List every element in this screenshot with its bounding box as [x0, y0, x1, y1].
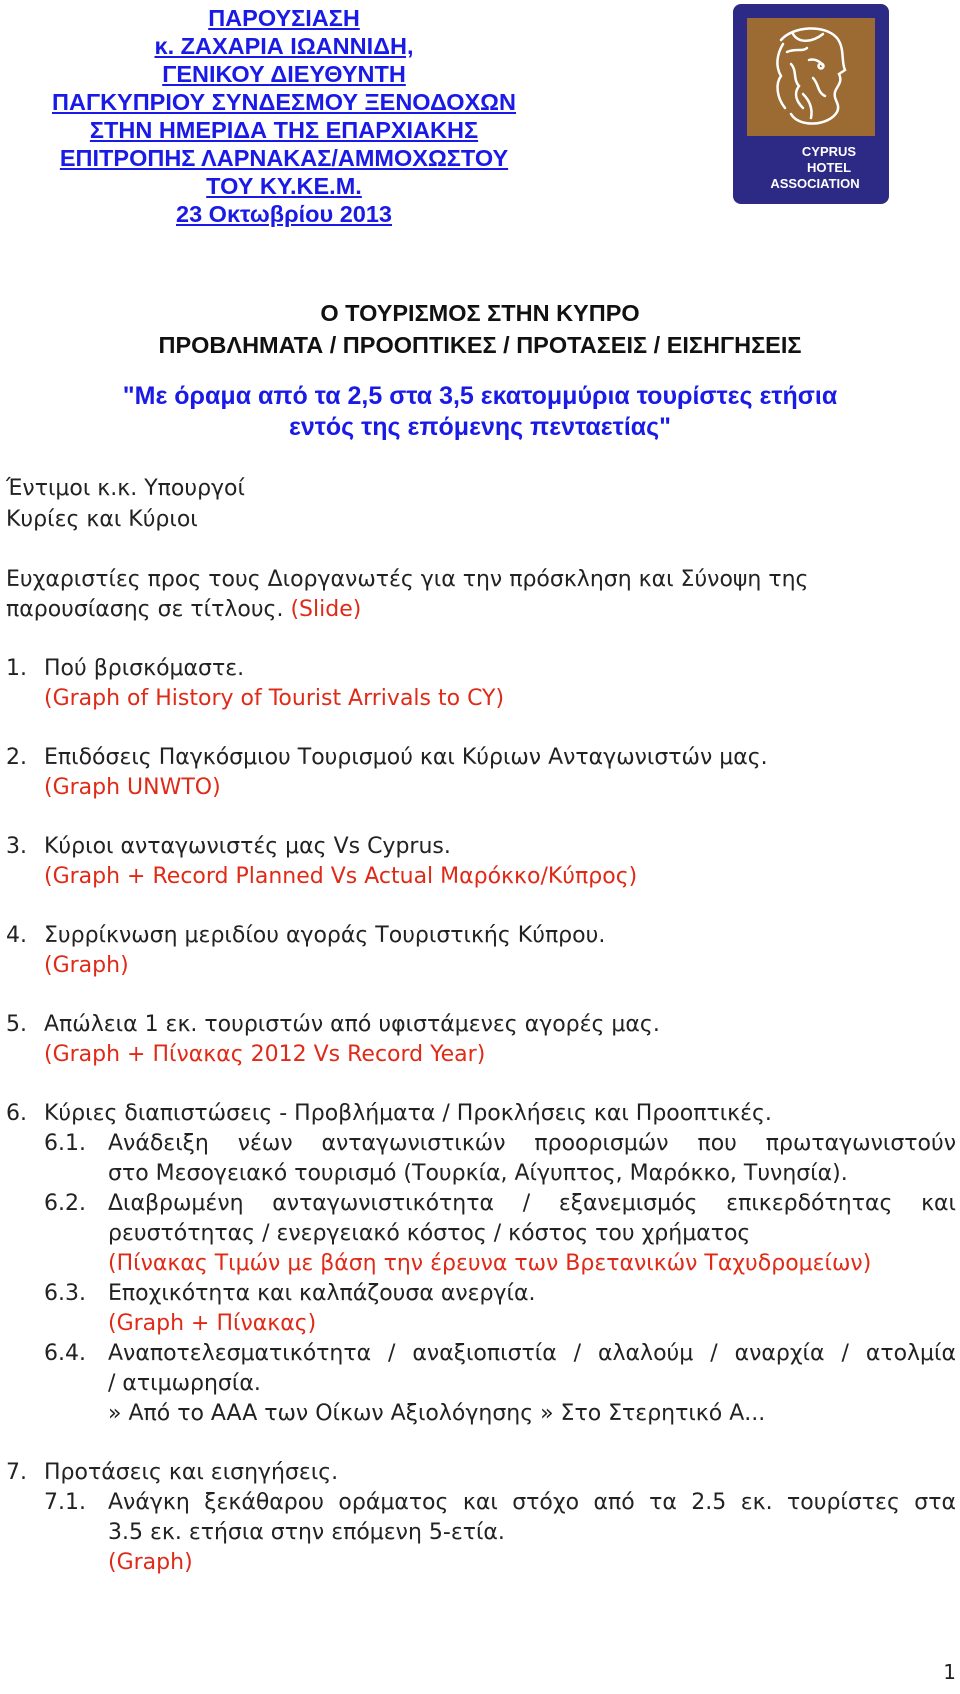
- item-text: Προτάσεις και εισηγήσεις.: [44, 1460, 339, 1485]
- item-note: (Graph of History of Tourist Arrivals to CY): [44, 686, 505, 711]
- greeting-line: Κυρίες και Κύριοι: [6, 507, 198, 532]
- subitem-text: Διαβρωμένη ανταγωνιστικότητα / εξανεμισμός επικερδότητας και: [108, 1191, 956, 1216]
- header-line: ΠΑΓΚΥΠΡΙΟΥ ΣΥΝΔΕΣΜΟΥ ΞΕΝΟΔΟΧΩΝ: [52, 89, 516, 115]
- logo-text-association: ASSOCIATION: [770, 176, 860, 191]
- subitem-number: 6.1.: [44, 1131, 86, 1156]
- header-line: ΕΠΙΤΡΟΠΗΣ ΛΑΡΝΑΚΑΣ/ΑΜΜΟΧΩΣΤΟΥ: [59, 145, 509, 171]
- subitem-note: (Graph): [108, 1550, 193, 1575]
- intro-text: Ευχαριστίες προς τους Διοργανωτές για την πρόσκληση και Σύνοψη της: [6, 567, 809, 592]
- page-number: 1: [943, 1660, 956, 1684]
- item-note: (Graph): [44, 953, 129, 978]
- item-text: Επιδόσεις Παγκόσμιου Τουρισμού και Κύριων Ανταγωνιστών μας.: [44, 745, 768, 770]
- subitem-text: Αναποτελεσματικότητα / αναξιοπιστία / αλαλούμ / αναρχία / ατολμία: [108, 1341, 956, 1366]
- header-line: ΓΕΝΙΚΟΥ ΔΙΕΥΘΥΝΤΗ: [162, 61, 406, 87]
- item-text: Κύριοι ανταγωνιστές μας Vs Cyprus.: [44, 834, 451, 859]
- subitem-text: Ανάδειξη νέων ανταγωνιστικών προορισμών που πρωταγωνιστούν: [108, 1131, 956, 1156]
- subitem-text: Ανάγκη ξεκάθαρου οράματος και στόχο από τα 2.5 εκ. τουρίστες στα: [108, 1490, 956, 1515]
- logo-text-cyprus: CYPRUS: [801, 144, 857, 159]
- item-number: 3.: [6, 834, 27, 859]
- main-title: Ο ΤΟΥΡΙΣΜΟΣ ΣΤΗΝ ΚΥΠΡΟ: [320, 300, 640, 326]
- subitem-text-cont: ρευστότητας / ενεργειακό κόστος / κόστος του χρήματος: [108, 1221, 751, 1246]
- intro-text-cont: [6, 595, 361, 625]
- item-text: Απώλεια 1 εκ. τουριστών από υφιστάμενες αγορές μας.: [44, 1012, 660, 1037]
- cyprus-hotel-association-logo: [733, 4, 889, 204]
- item-text: Πού βρισκόμαστε.: [44, 656, 245, 681]
- item-number: 1.: [6, 656, 27, 681]
- item-number: 4.: [6, 923, 27, 948]
- item-text: Κύριες διαπιστώσεις - Προβλήματα / Προκλήσεις και Προοπτικές.: [44, 1101, 772, 1126]
- subitem-text-cont: στο Μεσογειακό τουρισμό (Τουρκία, Αίγυπτος, Μαρόκκο, Τυνησία).: [108, 1161, 848, 1186]
- main-title-topics: ΠΡΟΒΛΗΜΑΤΑ / ΠΡΟΟΠΤΙΚΕΣ / ΠΡΟΤΑΣΕΙΣ / ΕΙΣΗΓΗΣΕΙΣ: [158, 332, 802, 358]
- header-line: ΠΑΡΟΥΣΙΑΣΗ: [208, 5, 360, 31]
- header-line: 23 Οκτωβρίου 2013: [176, 201, 392, 227]
- item-text: Συρρίκνωση μεριδίου αγοράς Τουριστικής Κύπρου.: [44, 923, 606, 948]
- subitem-number: 7.1.: [44, 1490, 86, 1515]
- subitem-number: 6.4.: [44, 1341, 86, 1366]
- presentation-header: [0, 4, 568, 228]
- subitem-text: Εποχικότητα και καλπάζουσα ανεργία.: [108, 1281, 536, 1306]
- rating-remark: » Από το AAA των Οίκων Αξιολόγησης » Στο Στερητικό Α...: [108, 1401, 766, 1426]
- item-number: 6.: [6, 1101, 27, 1126]
- item-note: (Graph + Πίνακας 2012 Vs Record Year): [44, 1042, 486, 1067]
- item-note: (Graph + Record Planned Vs Actual Μαρόκκο/Κύπρος): [44, 864, 638, 889]
- intro-text-end: παρουσίασης σε τίτλους.: [6, 597, 284, 622]
- subitem-note: (Πίνακας Τιμών με βάση την έρευνα των Βρετανικών Ταχυδρομείων): [108, 1251, 872, 1276]
- subitem-note: (Graph + Πίνακας): [108, 1311, 317, 1336]
- greeting-line: Έντιμοι κ.κ. Υπουργοί: [6, 476, 245, 501]
- subitem-number: 6.2.: [44, 1191, 86, 1216]
- item-number: 5.: [6, 1012, 27, 1037]
- subitem-text-cont: / ατιμωρησία.: [108, 1371, 261, 1396]
- subitem-text-cont: 3.5 εκ. ετήσια στην επόμενη 5-ετία.: [108, 1520, 505, 1545]
- header-line: ΤΟΥ ΚΥ.ΚΕ.Μ.: [206, 173, 362, 199]
- subitem-number: 6.3.: [44, 1281, 86, 1306]
- vision-subtitle: "Με όραμα από τα 2,5 στα 3,5 εκατομμύρια τουρίστες ετήσια: [122, 382, 838, 410]
- item-note: (Graph UNWTO): [44, 775, 221, 800]
- slide-note: (Slide): [290, 597, 362, 622]
- item-number: 7.: [6, 1460, 27, 1485]
- item-number: 2.: [6, 745, 27, 770]
- vision-subtitle-cont: εντός της επόμενης πενταετίας": [288, 413, 671, 441]
- header-line: ΣΤΗΝ ΗΜΕΡΙΔΑ ΤΗΣ ΕΠΑΡΧΙΑΚΗΣ: [89, 117, 479, 143]
- header-line: κ. ΖΑΧΑΡΙΑ ΙΩΑΝΝΙΔΗ,: [154, 33, 414, 59]
- logo-text-hotel: HOTEL: [806, 160, 852, 175]
